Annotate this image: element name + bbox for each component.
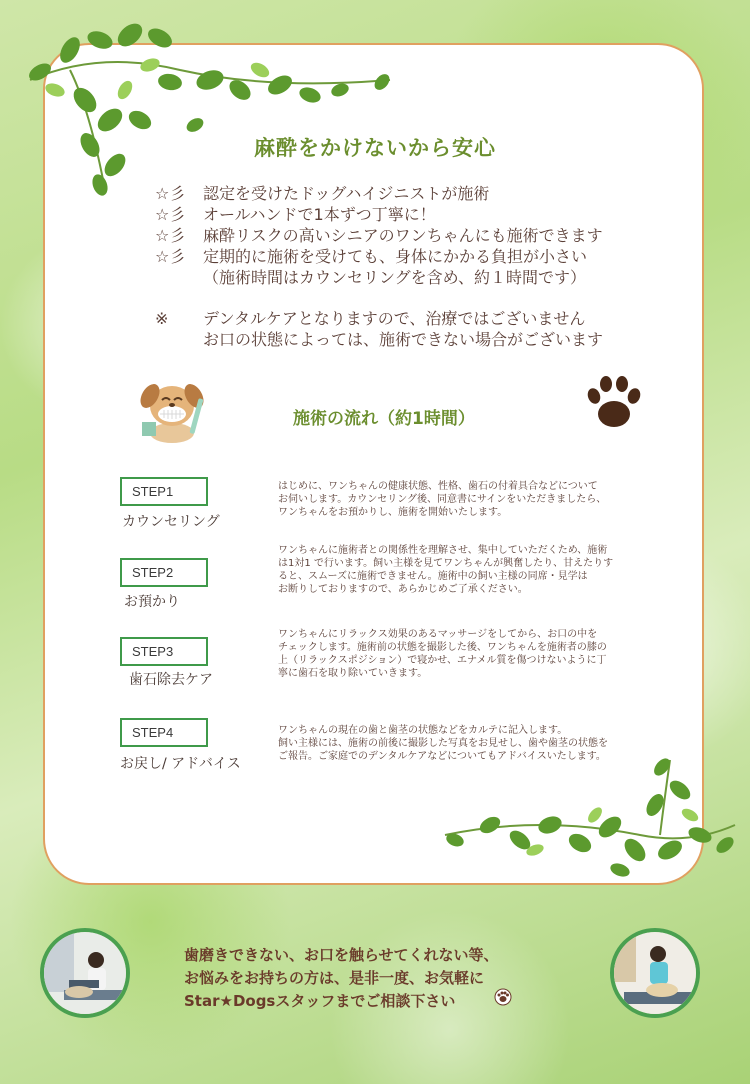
step1-name: カウンセリング xyxy=(122,514,220,530)
notice-item: ※ デンタルケアとなりますので、治療ではございません xyxy=(155,309,586,328)
notice-item: お口の状態によっては、施術できない場合がございます xyxy=(203,330,604,349)
star-mark-icon: ☆彡 xyxy=(155,184,186,203)
step1-badge: STEP1 xyxy=(120,477,208,506)
leaf-vine-bottom-right xyxy=(440,755,740,885)
step1-description: はじめに、ワンちゃんの健康状態、性格、歯石の付着具合などについて お伺いします。カウンセリング後、同意書にサインをいただきましたら、 ワンちゃんをお預かりし、施術を開始いたします。 xyxy=(278,481,607,518)
step3-name: 歯石除去ケア xyxy=(129,672,213,688)
star-mark-icon: ☆彡 xyxy=(155,226,186,245)
staff-photo-right xyxy=(610,928,700,1018)
paw-print-icon xyxy=(580,370,648,436)
feature-note: （施術時間はカウンセリングを含め、約１時間です） xyxy=(203,268,587,287)
feature-item: ☆彡 定期的に施術を受けても、身体にかかる負担が小さい xyxy=(155,247,588,266)
step3-description: ワンちゃんにリラックス効果のあるマッサージをしてから、お口の中を チェックします。施術前の状態を撮影した後、ワンちゃんを施術者の膝の 上（リラックスポジション）で寝かせ、エナメル質を傷つけないように丁 寧に歯石を取り除いていきます。 xyxy=(278,629,607,679)
page-title: 麻酔をかけないから安心 xyxy=(254,136,496,160)
feature-item: ☆彡 オールハンドで1本ずつ丁寧に！ xyxy=(155,205,436,224)
notice-mark: ※ xyxy=(155,309,169,328)
feature-item: ☆彡 認定を受けたドッグハイジニストが施術 xyxy=(155,184,490,203)
star-mark-icon: ☆彡 xyxy=(155,247,186,266)
paw-small-icon xyxy=(494,988,512,1006)
step3-badge: STEP3 xyxy=(120,637,208,666)
step2-badge: STEP2 xyxy=(120,558,208,587)
step2-description: ワンちゃんに施術者との関係性を理解させ、集中していただくため、施術 は1対1 で行います。飼い主様を見てワンちゃんが興奮したり、甘えたりす ると、スムーズに施術できません。施術中の飼い主様の同席・見学は お断りしておりますので、あらかじめご了承ください。 xyxy=(278,545,614,595)
leaf-vine-top-left xyxy=(10,10,400,200)
footer-message: 歯磨きできない、お口を触らせてくれない等、 お悩みをお持ちの方は、是非一度、お気軽に Star★Dogsスタッフまでご相談下さい xyxy=(184,946,499,1010)
staff-photo-left xyxy=(40,928,130,1018)
flow-title: 施術の流れ（約1時間） xyxy=(293,409,475,429)
step4-name: お戻し/ アドバイス xyxy=(120,756,241,772)
step2-name: お預かり xyxy=(124,594,180,610)
feature-item: ☆彡 麻酔リスクの高いシニアのワンちゃんにも施術できます xyxy=(155,226,603,245)
step4-badge: STEP4 xyxy=(120,718,208,747)
dog-toothbrush-illustration xyxy=(138,378,206,444)
step4-description: ワンちゃんの現在の歯と歯茎の状態などをカルテに記入します。 飼い主様には、施術の前後に撮影した写真をお見せし、歯や歯茎の状態を ご報告。ご家庭でのデンタルケアなどについてもアドバイスいたします。 xyxy=(278,725,608,762)
star-mark-icon: ☆彡 xyxy=(155,205,186,224)
